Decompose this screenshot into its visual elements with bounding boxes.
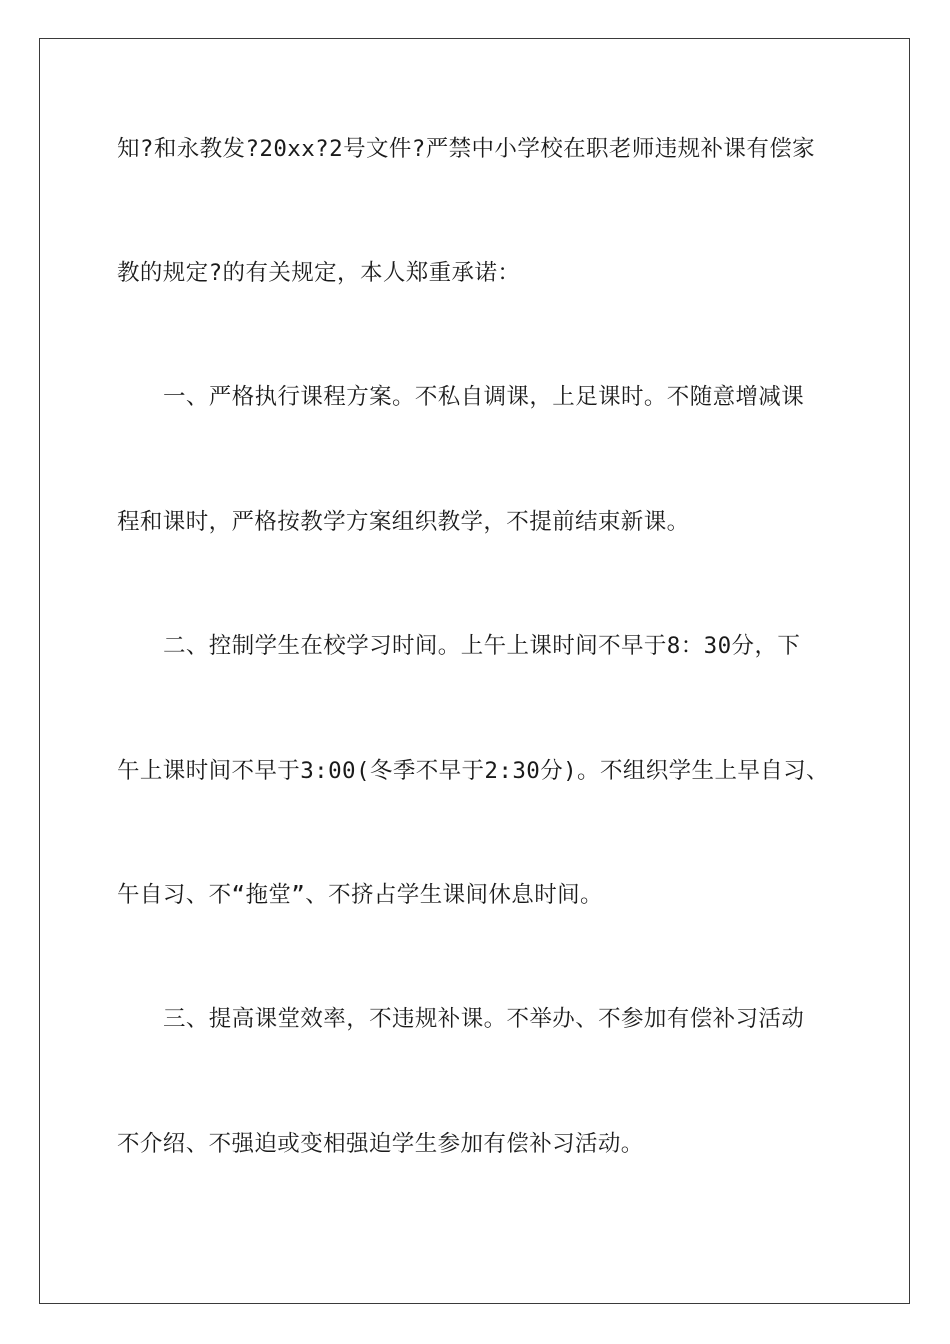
text-line-1: 知?和永教发?20xx?2号文件?严禁中小学校在职老师违规补课有偿家 [117,136,816,162]
paragraph-3-line-2: 不介绍、不强迫或变相强迫学生参加有偿补习活动。 [117,1131,644,1157]
text-line-2: 教的规定?的有关规定，本人郑重承诺： [117,260,521,286]
paragraph-1-line-1: 一、严格执行课程方案。不私自调课，上足课时。不随意增减课 [163,384,805,410]
paragraph-3-line-1: 三、提高课堂效率，不违规补课。不举办、不参加有偿补习活动 [163,1006,805,1032]
page-border [39,38,910,1304]
paragraph-2-line-1: 二、控制学生在校学习时间。上午上课时间不早于8：30分，下 [163,633,801,659]
paragraph-1-line-2: 程和课时，严格按教学方案组织教学，不提前结束新课。 [117,509,690,535]
paragraph-2-line-3: 午自习、不“拖堂”、不挤占学生课间休息时间。 [117,882,603,908]
paragraph-2-line-2: 午上课时间不早于3:00(冬季不早于2:30分)。不组织学生上早自习、 [117,758,829,784]
